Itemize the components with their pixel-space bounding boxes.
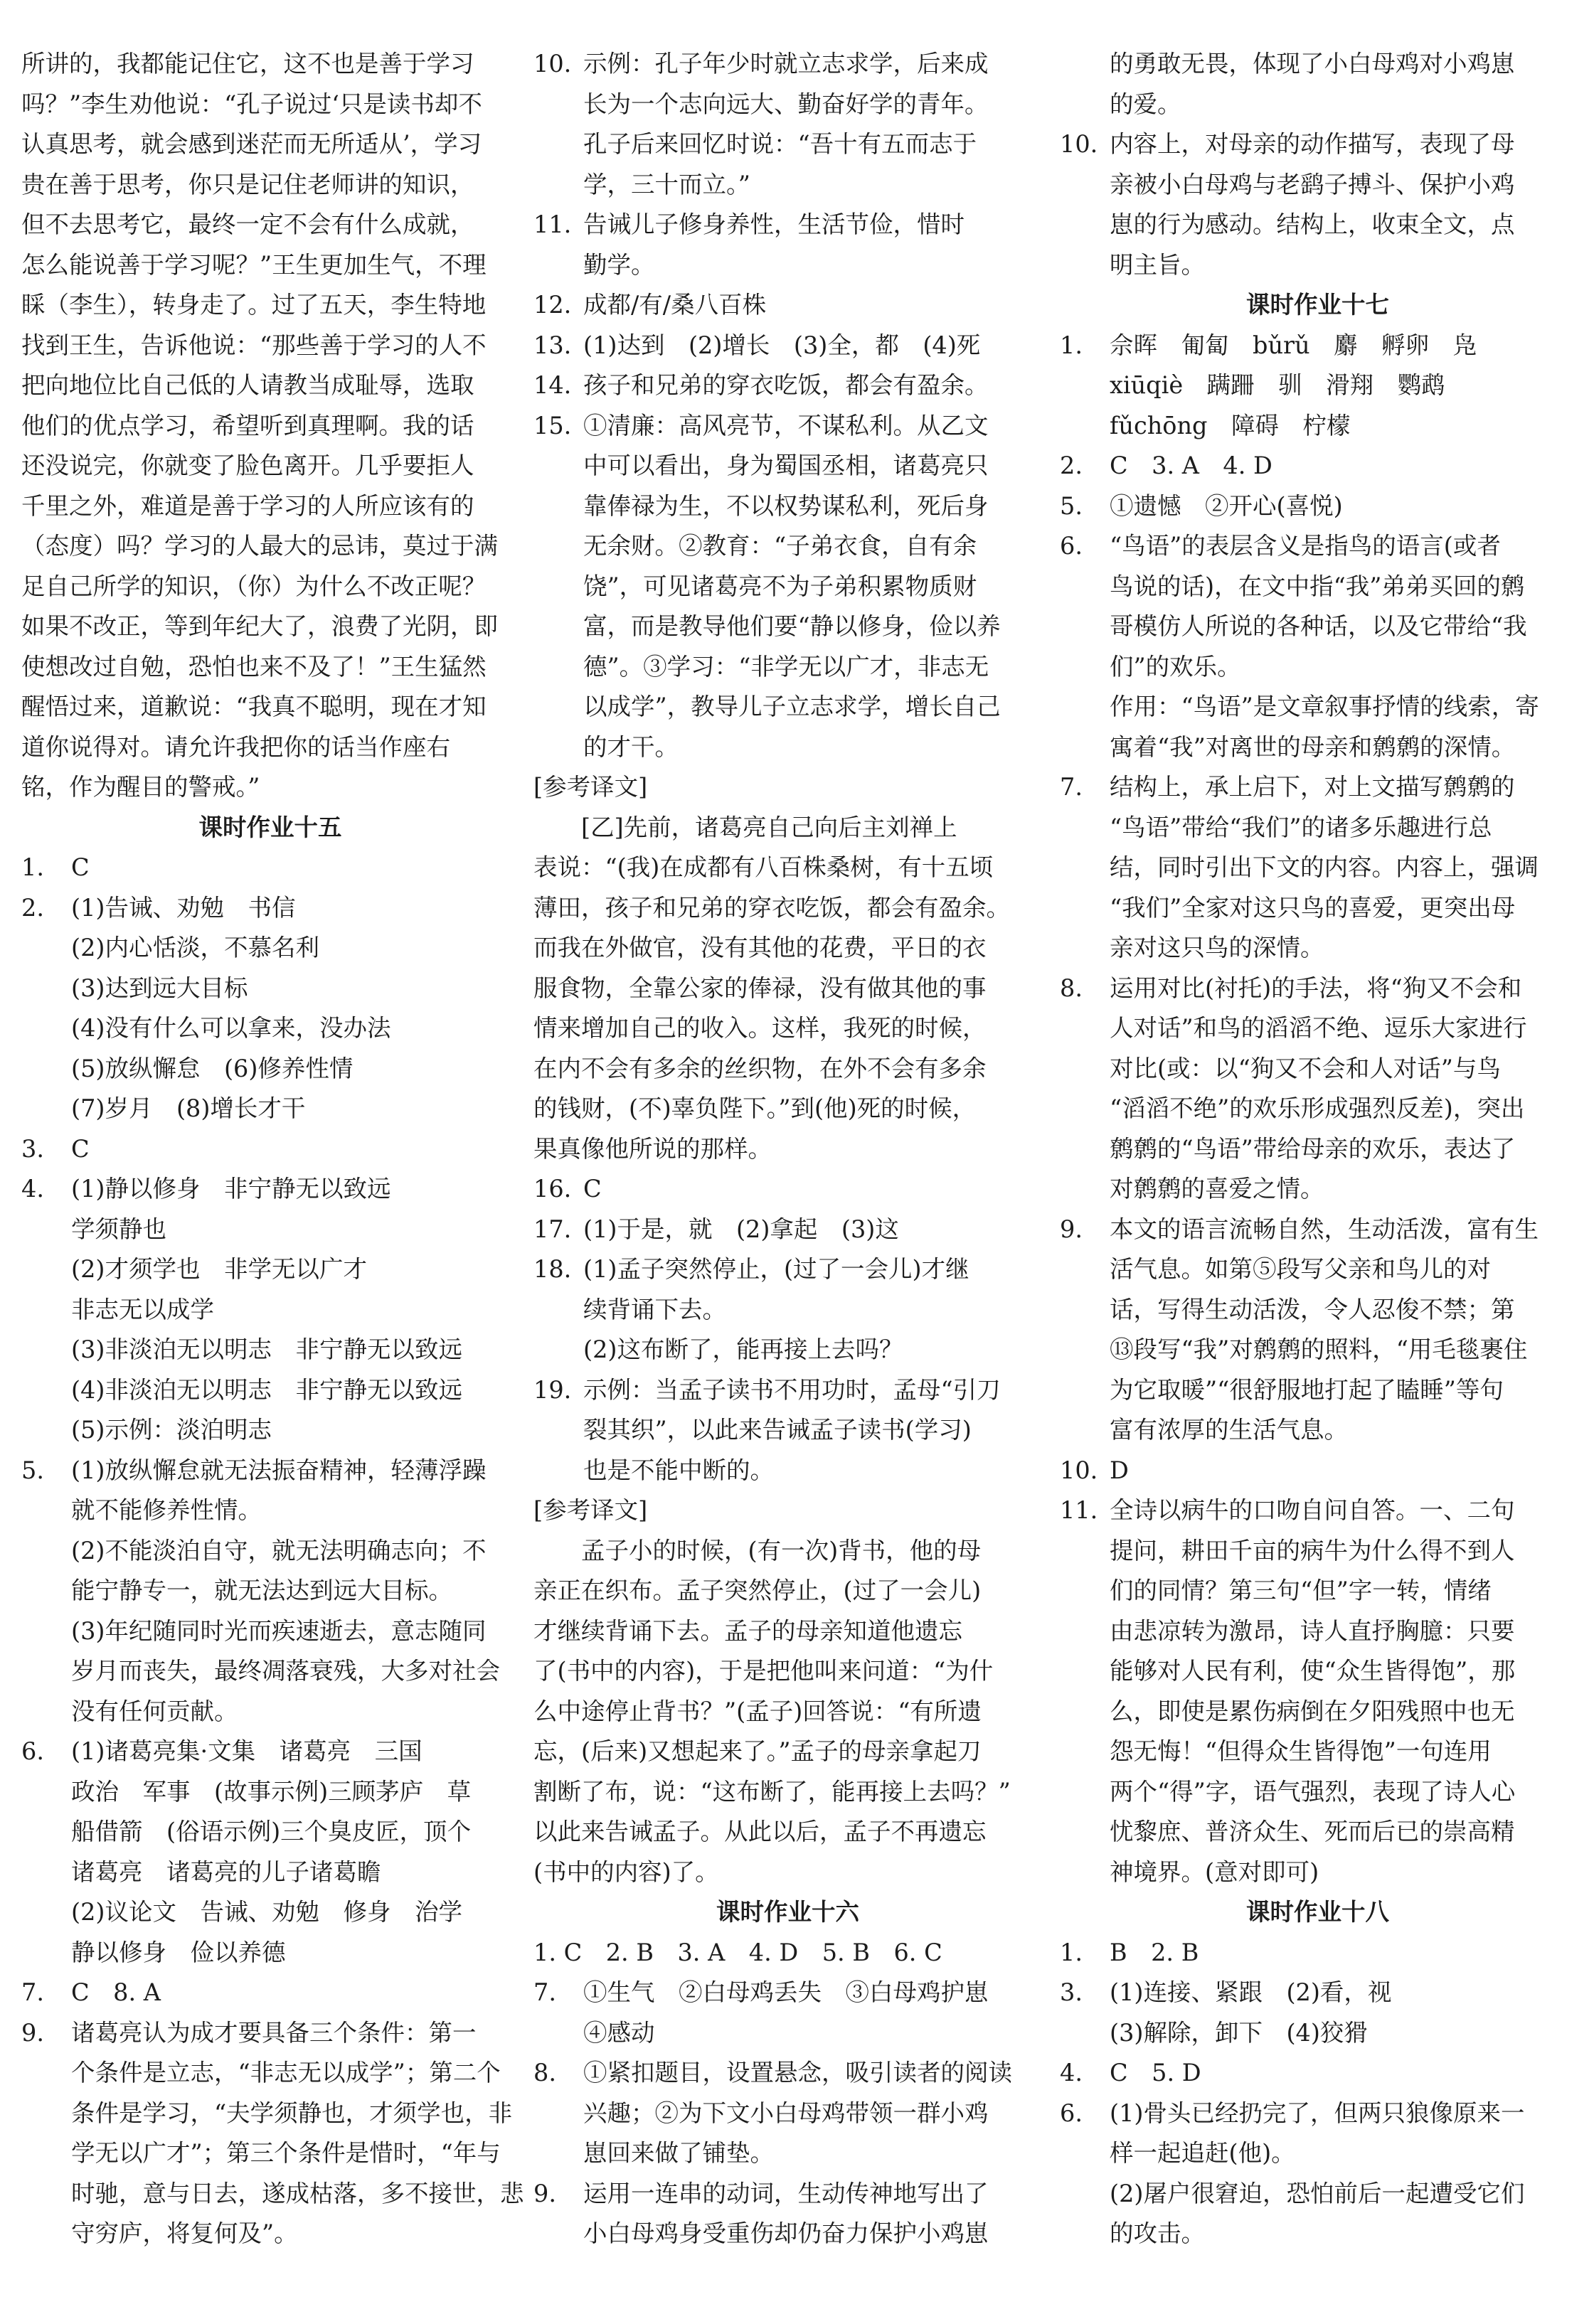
item-text: C 3. A 4. D bbox=[1110, 452, 1272, 479]
text-line: 使想改过自勉，恐怕也来不及了！”王生猛然 bbox=[21, 652, 487, 681]
item-number: 4. bbox=[1060, 2059, 1083, 2086]
text-line: 亲被小白母鸡与老鹞子搏斗、保护小鸡 bbox=[1110, 170, 1515, 198]
text-line: 1. C 2. B 3. A 4. D 5. B 6. C bbox=[533, 1938, 942, 1966]
text-line: 也是不能中断的。 bbox=[583, 1456, 774, 1484]
item-number: 10. bbox=[1060, 130, 1098, 158]
item-text: C bbox=[583, 1175, 602, 1203]
text-line: 亲对这只鸟的深情。 bbox=[1110, 934, 1324, 961]
item-number: 1. bbox=[1060, 1938, 1083, 1966]
text-line: 铭，作为醒目的警戒。” bbox=[21, 773, 260, 801]
text-line: 吗？”李生劝他说：“孔子说过‘只是读书却不 bbox=[21, 90, 482, 118]
text-line: ⑬段写“我”对鹩鹩的照料，“用毛毯裹住 bbox=[1110, 1336, 1528, 1363]
text-line: 就不能修养性情。 bbox=[71, 1496, 262, 1524]
text-line: 政治 军事 (故事示例)三顾茅庐 草 bbox=[71, 1777, 472, 1806]
answer-item bbox=[1060, 2053, 1576, 2094]
text-line: 孟子小的时候，(有一次)背书，他的母 bbox=[581, 1536, 982, 1565]
answer-item bbox=[21, 1169, 519, 1210]
item-number: 7. bbox=[533, 1978, 556, 2006]
answer-item bbox=[21, 1451, 519, 1491]
text-line: 小白母鸡身受重伤却仍奋力保护小鸡崽 bbox=[583, 2219, 989, 2247]
text-line: 的勇敢无畏，体现了小白母鸡对小鸡崽 bbox=[1110, 50, 1515, 78]
answer-item bbox=[1060, 446, 1576, 486]
item-text: 诸葛亮认为成才要具备三个条件：第一 bbox=[71, 2018, 477, 2047]
item-number: 14. bbox=[533, 371, 572, 399]
item-number: 10. bbox=[1060, 1456, 1098, 1484]
answer-item bbox=[1060, 969, 1576, 1009]
text-line: 守穷庐，将复何及”。 bbox=[71, 2219, 298, 2247]
text-line: 作用：“鸟语”是文章叙事抒情的线索，寄 bbox=[1110, 693, 1539, 720]
item-number: 5. bbox=[21, 1456, 44, 1484]
item-number: 16. bbox=[533, 1175, 572, 1203]
item-number: 8. bbox=[533, 2059, 556, 2086]
text-line: 如果不改正，等到年纪大了，浪费了光阴，即 bbox=[21, 612, 498, 640]
item-text: ①遗憾 ②开心(喜悦) bbox=[1110, 491, 1343, 520]
item-text: (1)达到 (2)增长 (3)全，都 (4)死 bbox=[583, 331, 981, 359]
item-text: (1)告诫、劝勉 书信 bbox=[71, 893, 296, 922]
text-line: 岁月而丧失，最终凋落衰残，大多对社会 bbox=[71, 1657, 500, 1685]
answer-item bbox=[1060, 2094, 1576, 2134]
text-line: 能宁静专一，就无法达到远大目标。 bbox=[71, 1577, 452, 1604]
item-text: (1)于是，就 (2)拿起 (3)这 bbox=[583, 1215, 899, 1243]
answer-item bbox=[533, 1370, 1042, 1411]
text-line: (2)才须学也 非学无以广才 bbox=[71, 1255, 367, 1283]
item-number: 9. bbox=[533, 2179, 556, 2207]
answer-item bbox=[21, 1973, 519, 2013]
answer-item bbox=[21, 2013, 519, 2054]
item-number: 3. bbox=[21, 1134, 44, 1163]
item-number: 19. bbox=[533, 1375, 572, 1404]
text-line: 学须静也 bbox=[71, 1215, 166, 1243]
answer-item bbox=[1060, 1451, 1576, 1491]
text-line: 认真思考，就会感到迷茫而无所适从’，学习 bbox=[21, 130, 482, 158]
text-line: 兴趣；②为下文小白母鸡带领一群小鸡 bbox=[583, 2099, 989, 2127]
answer-item bbox=[21, 1129, 519, 1170]
text-line: “滔滔不绝”的欢乐形成强烈反差)，突出 bbox=[1110, 1094, 1525, 1122]
answer-item bbox=[1060, 326, 1576, 366]
item-text: (1)骨头已经扔完了，但两只狼像原来一 bbox=[1110, 2099, 1525, 2127]
text-line: 活气息。如第⑤段写父亲和鸟儿的对 bbox=[1110, 1255, 1491, 1283]
item-number: 11. bbox=[1060, 1496, 1098, 1524]
item-text: (1)放纵懈怠就无法振奋精神，轻薄浮躁 bbox=[71, 1456, 487, 1484]
text-line: 两个“得”字，语气强烈，表现了诗人心 bbox=[1110, 1777, 1516, 1806]
text-line: 足自己所学的知识，（你）为什么不改正呢？ bbox=[21, 572, 487, 600]
text-line: 明主旨。 bbox=[1110, 250, 1205, 279]
text-line: (3)年纪随同时光而疾速逝去，意志随同 bbox=[71, 1616, 487, 1645]
text-line: [参考译文] bbox=[533, 1496, 648, 1524]
item-text: 内容上，对母亲的动作描写，表现了母 bbox=[1110, 130, 1515, 158]
text-line: 道你说得对。请允许我把你的话当作座右 bbox=[21, 732, 450, 761]
text-line: 在内不会有多余的丝织物，在外不会有多余 bbox=[533, 1054, 987, 1082]
text-line: 结，同时引出下文的内容。内容上，强调 bbox=[1110, 853, 1539, 881]
text-line: (2)不能淡泊自守，就无法明确志向；不 bbox=[71, 1536, 487, 1565]
answer-item bbox=[1060, 1933, 1576, 1973]
text-line: 贵在善于思考，你只是记住老师讲的知识， bbox=[21, 170, 474, 198]
answer-item bbox=[533, 285, 1042, 326]
item-number: 1. bbox=[1060, 331, 1083, 359]
column-middle bbox=[533, 44, 1042, 2254]
text-line: 无余财。②教育：“子弟衣食，自有余 bbox=[583, 532, 977, 560]
answer-item bbox=[533, 1210, 1042, 1250]
text-line: fǔchōng 障碍 柠檬 bbox=[1110, 411, 1351, 439]
text-line: 千里之外，难道是善于学习的人所应该有的 bbox=[21, 491, 474, 520]
item-text: C 5. D bbox=[1110, 2059, 1201, 2086]
item-number: 15. bbox=[533, 411, 572, 439]
text-line: (7)岁月 (8)增长才干 bbox=[71, 1094, 306, 1122]
text-line: 亲正在织布。孟子突然停止，(过了一会儿) bbox=[533, 1577, 982, 1604]
item-number: 10. bbox=[533, 50, 572, 78]
answer-item bbox=[1060, 124, 1576, 165]
text-line: “我们”全家对这只鸟的喜爱，更突出母 bbox=[1110, 893, 1516, 922]
item-number: 2. bbox=[1060, 452, 1083, 479]
text-line: 中可以看出，身为蜀国丞相，诸葛亮只 bbox=[583, 452, 989, 479]
text-line: 的爱。 bbox=[1110, 90, 1181, 118]
text-line: 情来增加自己的收入。这样，我死的时候， bbox=[533, 1014, 987, 1042]
answer-item bbox=[533, 366, 1042, 406]
item-text: (1)孟子突然停止，(过了一会儿)才继 bbox=[583, 1255, 969, 1283]
item-text: C bbox=[71, 1134, 90, 1163]
text-line: 以成学”，教导儿子立志求学，增长自己 bbox=[583, 693, 1001, 720]
text-line: (3)解除，卸下 (4)狡猾 bbox=[1110, 2018, 1368, 2047]
text-line: 学，三十而立。” bbox=[583, 170, 750, 198]
item-text: “鸟语”的表层含义是指鸟的语言(或者 bbox=[1110, 532, 1501, 560]
text-line: (4)非淡泊无以明志 非宁静无以致远 bbox=[71, 1375, 462, 1404]
text-line: 靠俸禄为生，不以权势谋私利，死后身 bbox=[583, 491, 989, 520]
item-text: 结构上，承上启下，对上文描写鹩鹩的 bbox=[1110, 773, 1515, 801]
column-left bbox=[21, 44, 524, 2254]
answer-item bbox=[533, 2174, 1042, 2214]
text-line: [乙]先前，诸葛亮自己向后主刘禅上 bbox=[581, 813, 957, 841]
item-text: 运用一连串的动词，生动传神地写出了 bbox=[583, 2179, 989, 2207]
text-line: 神境界。(意对即可) bbox=[1110, 1857, 1319, 1886]
item-text: B 2. B bbox=[1110, 1938, 1199, 1966]
item-text: 佘晖 匍匐 bǔrǔ 麝 孵卵 凫 bbox=[1110, 331, 1477, 359]
text-line: 崽的行为感动。结构上，收束全文，点 bbox=[1110, 210, 1515, 238]
answer-item bbox=[21, 848, 519, 888]
item-number: 9. bbox=[21, 2018, 44, 2047]
text-line: 表说：“(我)在成都有八百株桑树，有十五顷 bbox=[533, 853, 994, 881]
text-line: (5)放纵懈怠 (6)修养性情 bbox=[71, 1054, 354, 1082]
answer-item bbox=[533, 44, 1042, 85]
item-number: 6. bbox=[1060, 532, 1083, 560]
text-line: 以此来告诫孟子。从此以后，孟子不再遗忘 bbox=[533, 1818, 987, 1845]
item-text: ①生气 ②白母鸡丢失 ③白母鸡护崽 bbox=[583, 1978, 989, 2006]
text-line: 忘，(后来)又想起来了。”孟子的母亲拿起刀 bbox=[533, 1737, 982, 1765]
text-line: 由悲凉转为激昂，诗人直抒胸臆：只要 bbox=[1110, 1616, 1515, 1645]
text-line: 么，即使是累伤病倒在夕阳残照中也无 bbox=[1110, 1697, 1515, 1725]
text-line: “鸟语”带给“我们”的诸多乐趣进行总 bbox=[1110, 813, 1492, 841]
text-line: 勤学。 bbox=[583, 250, 655, 279]
text-line: 诸葛亮 诸葛亮的儿子诸葛瞻 bbox=[71, 1857, 381, 1886]
answer-item bbox=[1060, 486, 1576, 527]
text-line: [参考译文] bbox=[533, 773, 648, 801]
item-text: 运用对比(衬托)的手法，将“狗又不会和 bbox=[1110, 974, 1522, 1002]
item-number: 9. bbox=[1060, 1215, 1083, 1243]
text-line: 才继续背诵下去。孟子的母亲知道他遗忘 bbox=[533, 1616, 962, 1645]
text-line: 鹩鹩的“鸟语”带给母亲的欢乐，表达了 bbox=[1110, 1134, 1516, 1163]
text-line: (2)屠户很窘迫，恐怕前后一起遭受它们 bbox=[1110, 2179, 1525, 2207]
item-number: 13. bbox=[533, 331, 572, 359]
text-line: （态度）吗？学习的人最大的忌讳，莫过于满 bbox=[21, 532, 498, 560]
item-number: 12. bbox=[533, 291, 572, 319]
item-text: 本文的语言流畅自然，生动活泼，富有生 bbox=[1110, 1215, 1539, 1243]
text-line: (3)非淡泊无以明志 非宁静无以致远 bbox=[71, 1336, 462, 1363]
answer-item bbox=[533, 2053, 1042, 2094]
text-line: 么中途停止背书？”(孟子)回答说：“有所遗 bbox=[533, 1697, 982, 1725]
text-line: 醒悟过来，道歉说：“我真不聪明，现在才知 bbox=[21, 693, 487, 720]
item-number: 2. bbox=[21, 893, 44, 922]
text-line: 而我在外做官，没有其他的花费，平日的衣 bbox=[533, 934, 987, 961]
item-text: 告诫儿子修身养性，生活节俭，惜时 bbox=[583, 210, 965, 238]
item-number: 8. bbox=[1060, 974, 1083, 1002]
text-line: 个条件是立志，“非志无以成学”；第二个 bbox=[71, 2059, 501, 2086]
text-line: 饶”，可见诸葛亮不为子弟积累物质财 bbox=[583, 572, 977, 600]
text-line: 时驰，意与日去，遂成枯落，多不接世，悲 bbox=[71, 2179, 524, 2207]
section-heading: 课时作业十七 bbox=[1246, 291, 1389, 319]
answer-item bbox=[1060, 767, 1576, 808]
text-line: 怎么能说善于学习呢？”王生更加生气，不理 bbox=[21, 250, 487, 279]
text-line: (5)示例：淡泊明志 bbox=[71, 1416, 272, 1444]
text-line: 话，写得生动活泼，令人忍俊不禁；第 bbox=[1110, 1295, 1515, 1323]
text-line: 能够对人民有利，使“众生皆得饱”，那 bbox=[1110, 1657, 1516, 1685]
answer-item bbox=[533, 205, 1042, 245]
text-line: 们”的欢乐。 bbox=[1110, 652, 1241, 681]
text-line: xiūqiè 蹒跚 驯 滑翔 鹦鹉 bbox=[1110, 371, 1445, 399]
answer-item bbox=[1060, 1491, 1576, 1531]
column-right bbox=[1060, 44, 1576, 2254]
text-line: 的才干。 bbox=[583, 732, 679, 761]
item-number: 6. bbox=[21, 1737, 44, 1765]
text-line: 他们的优点学习，希望听到真理啊。我的话 bbox=[21, 411, 474, 439]
item-number: 6. bbox=[1060, 2099, 1083, 2127]
section-heading: 课时作业十八 bbox=[1246, 1898, 1389, 1926]
section-heading: 课时作业十五 bbox=[198, 813, 342, 841]
text-line: 为它取暖”“很舒服地打起了瞌睡”等句 bbox=[1110, 1375, 1504, 1404]
item-number: 1. bbox=[21, 853, 44, 881]
text-line: 的钱财，(不)辜负陛下。”到(他)死的时候， bbox=[533, 1094, 977, 1122]
text-line: 割断了布，说：“这布断了，能再接上去吗？” bbox=[533, 1777, 1011, 1806]
text-line: 但不去思考它，最终一定不会有什么成就， bbox=[21, 210, 474, 238]
text-line: 人对话”和鸟的滔滔不绝、逗乐大家进行 bbox=[1110, 1014, 1527, 1042]
item-number: 18. bbox=[533, 1255, 572, 1283]
text-line: 续背诵下去。 bbox=[583, 1295, 726, 1323]
text-line: 静以修身 俭以养德 bbox=[71, 1938, 286, 1966]
text-line: 果真像他所说的那样。 bbox=[533, 1134, 772, 1163]
text-line: 没有任何贡献。 bbox=[71, 1697, 238, 1725]
text-line: 样一起追赶(他)。 bbox=[1110, 2139, 1295, 2167]
text-line: 把向地位比自己低的人请教当成耻辱，选取 bbox=[21, 371, 474, 399]
text-line: (书中的内容)了。 bbox=[533, 1857, 719, 1886]
text-line: 崽回来做了铺垫。 bbox=[583, 2139, 774, 2167]
text-line: 德”。③学习：“非学无以广才，非志无 bbox=[583, 652, 989, 681]
item-text: 全诗以病牛的口吻自问自答。一、二句 bbox=[1110, 1496, 1515, 1524]
item-text: ①紧扣题目，设置悬念，吸引读者的阅读 bbox=[583, 2059, 1012, 2086]
item-number: 7. bbox=[1060, 773, 1083, 801]
text-line: 所讲的，我都能记住它，这不也是善于学习 bbox=[21, 50, 474, 78]
text-line: 睬（李生），转身走了。过了五天，李生特地 bbox=[21, 291, 487, 319]
item-text: C 8. A bbox=[71, 1978, 161, 2006]
text-line: 怨无悔！“但得众生皆得饱”一句连用 bbox=[1110, 1737, 1492, 1765]
answer-item bbox=[533, 326, 1042, 366]
text-line: 富，而是教导他们要“静以修身，俭以养 bbox=[583, 612, 1001, 640]
text-line: 们的同情？第三句“但”字一转，情绪 bbox=[1110, 1577, 1492, 1604]
text-line: 非志无以成学 bbox=[71, 1295, 214, 1323]
item-number: 11. bbox=[533, 210, 572, 238]
text-line: 哥模仿人所说的各种话，以及它带给“我 bbox=[1110, 612, 1527, 640]
text-line: 长为一个志向远大、勤奋好学的青年。 bbox=[583, 90, 989, 118]
item-text: 成都/有/桑八百株 bbox=[583, 291, 767, 319]
text-line: 服食物，全靠公家的俸禄，没有做其他的事 bbox=[533, 974, 987, 1002]
item-number: 4. bbox=[21, 1175, 44, 1203]
answer-item bbox=[1060, 1210, 1576, 1250]
text-line: 忧黎庶、普济众生、死而后已的崇高精 bbox=[1110, 1818, 1515, 1845]
answer-item bbox=[533, 1973, 1042, 2013]
text-line: 找到王生，告诉他说：“那些善于学习的人不 bbox=[21, 331, 487, 359]
item-text: (1)静以修身 非宁静无以致远 bbox=[71, 1175, 391, 1203]
text-line: 对比(或：以“狗又不会和人对话”与鸟 bbox=[1110, 1054, 1501, 1082]
text-line: (2)这布断了，能再接上去吗？ bbox=[583, 1336, 903, 1363]
text-line: (2)议论文 告诫、劝勉 修身 治学 bbox=[71, 1898, 462, 1926]
item-text: (1)连接、紧跟 (2)看，视 bbox=[1110, 1978, 1392, 2006]
item-text: D bbox=[1110, 1456, 1129, 1484]
item-text: 孩子和兄弟的穿衣吃饭，都会有盈余。 bbox=[583, 371, 989, 399]
item-text: ①清廉：高风亮节，不谋私利。从乙文 bbox=[583, 411, 989, 439]
text-line: 条件是学习，“夫学须静也，才须学也，非 bbox=[71, 2099, 513, 2127]
text-line: ④感动 bbox=[583, 2018, 655, 2047]
text-line: (3)达到远大目标 bbox=[71, 974, 248, 1002]
text-line: 提问，耕田千亩的病牛为什么得不到人 bbox=[1110, 1536, 1515, 1565]
text-line: (2)内心恬淡，不慕名利 bbox=[71, 934, 319, 961]
item-number: 5. bbox=[1060, 491, 1083, 520]
text-line: 学无以广才”；第三个条件是惜时，“年与 bbox=[71, 2139, 501, 2167]
answer-item bbox=[533, 1249, 1042, 1290]
text-line: 薄田，孩子和兄弟的穿衣吃饭，都会有盈余。 bbox=[533, 893, 1010, 922]
text-line: 船借箭 (俗语示例)三个臭皮匠，顶个 bbox=[71, 1818, 472, 1845]
item-text: 示例：孔子年少时就立志求学，后来成 bbox=[583, 50, 989, 78]
item-number: 17. bbox=[533, 1215, 572, 1243]
text-line: 还没说完，你就变了脸色离开。几乎要拒人 bbox=[21, 452, 474, 479]
text-line: 孔子后来回忆时说：“吾十有五而志于 bbox=[583, 130, 977, 158]
answer-item bbox=[21, 888, 519, 929]
answer-item bbox=[21, 1732, 519, 1772]
item-number: 3. bbox=[1060, 1978, 1083, 2006]
answer-item bbox=[1060, 526, 1576, 567]
text-line: 裂其织”，以此来告诫孟子读书(学习) bbox=[583, 1416, 972, 1444]
section-heading: 课时作业十六 bbox=[716, 1898, 859, 1926]
item-text: C bbox=[71, 853, 90, 881]
text-line: 的攻击。 bbox=[1110, 2219, 1205, 2247]
item-text: 示例：当孟子读书不用功时，孟母“引刀 bbox=[583, 1375, 1001, 1404]
text-line: 了(书中的内容)，于是把他叫来问道：“为什 bbox=[533, 1657, 994, 1685]
answer-item bbox=[533, 1169, 1042, 1210]
text-line: 寓着“我”对离世的母亲和鹩鹩的深情。 bbox=[1110, 732, 1516, 761]
item-text: (1)诸葛亮集·文集 诸葛亮 三国 bbox=[71, 1737, 423, 1765]
answer-item bbox=[1060, 1973, 1576, 2013]
text-line: 富有浓厚的生活气息。 bbox=[1110, 1416, 1348, 1444]
text-line: (4)没有什么可以拿来，没办法 bbox=[71, 1014, 391, 1042]
text-line: 对鹩鹩的喜爱之情。 bbox=[1110, 1175, 1324, 1203]
answer-item bbox=[533, 406, 1042, 447]
text-line: 鸟说的话)，在文中指“我”弟弟买回的鹩 bbox=[1110, 572, 1525, 600]
item-number: 7. bbox=[21, 1978, 44, 2006]
